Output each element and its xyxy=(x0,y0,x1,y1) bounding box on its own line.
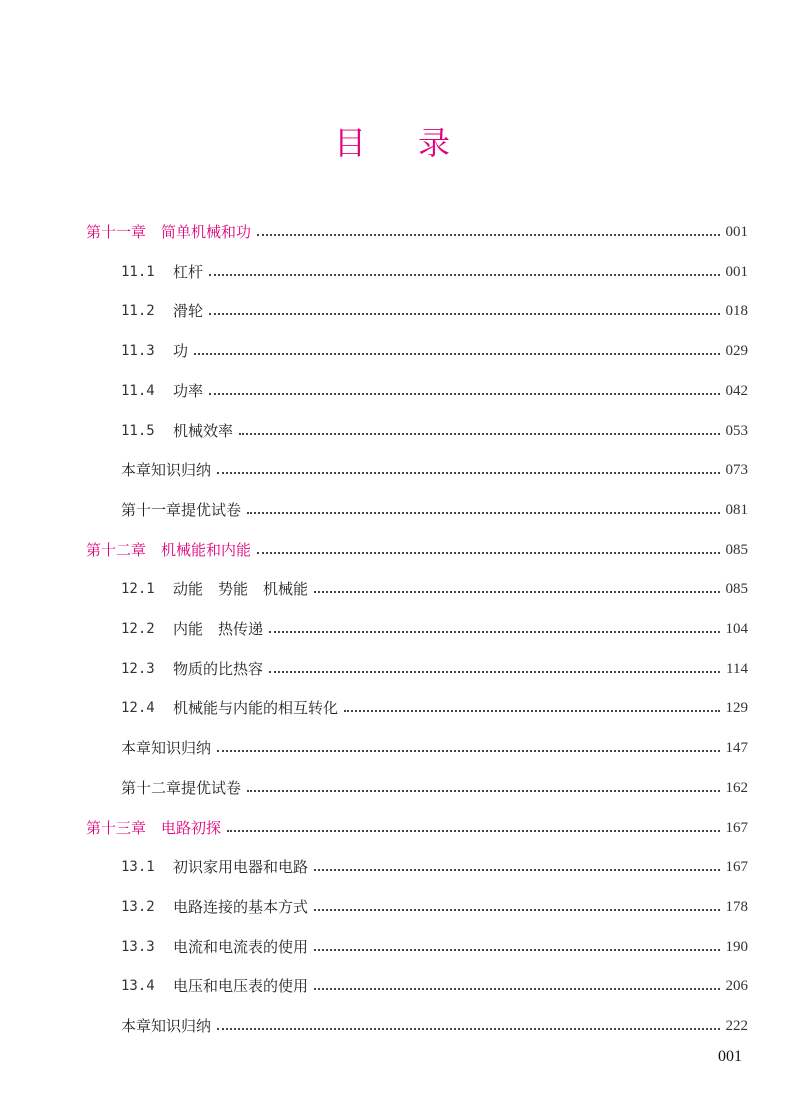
toc-entry-page: 190 xyxy=(725,939,748,955)
page-title: 目录 xyxy=(333,124,502,162)
toc-entry-page: 085 xyxy=(725,542,748,558)
toc-entry-title: 第十三章 电路初探 xyxy=(86,819,222,837)
toc-entry-title: 第十一章 简单机械和功 xyxy=(86,223,252,241)
toc-entry-number: 12.1 xyxy=(121,581,155,597)
toc-chapter-entry[interactable] xyxy=(86,816,748,840)
dot-leader xyxy=(257,233,719,236)
toc-entry-page: 085 xyxy=(725,581,748,597)
dot-leader xyxy=(314,908,719,911)
dot-leader xyxy=(314,987,719,990)
toc-entry-page: 104 xyxy=(725,621,748,637)
toc-entry-title: 机械能与内能的相互转化 xyxy=(173,699,339,717)
toc-entry-number: 11.5 xyxy=(121,423,155,439)
toc-entry-number: 13.3 xyxy=(121,939,155,955)
toc-entry-title: 第十一章提优试卷 xyxy=(121,501,242,519)
dot-leader xyxy=(217,749,719,752)
toc-section-entry[interactable] xyxy=(121,736,748,760)
toc-entry-number: 13.4 xyxy=(121,978,155,994)
toc-entry-title: 电流和电流表的使用 xyxy=(173,938,309,956)
dot-leader xyxy=(239,432,719,435)
toc-entry-title: 机械效率 xyxy=(173,422,234,440)
toc-entry-title: 本章知识归纳 xyxy=(121,1017,212,1035)
toc-entry-number: 13.1 xyxy=(121,859,155,875)
toc-entry-page: 053 xyxy=(725,423,748,439)
toc-section-entry[interactable] xyxy=(121,339,748,363)
toc-entry-title: 功 xyxy=(173,342,189,360)
toc-section-entry[interactable] xyxy=(121,696,748,720)
toc-section-entry[interactable] xyxy=(121,1014,748,1038)
toc-entry-title: 本章知识归纳 xyxy=(121,739,212,757)
dot-leader xyxy=(227,829,719,832)
dot-leader xyxy=(269,670,720,673)
toc-entry-page: 206 xyxy=(725,978,748,994)
toc-entry-page: 167 xyxy=(725,820,748,836)
dot-leader xyxy=(247,789,719,792)
toc-entry-number: 13.2 xyxy=(121,899,155,915)
toc-entry-number: 11.3 xyxy=(121,343,155,359)
dot-leader xyxy=(194,352,719,355)
toc-entry-title: 电压和电压表的使用 xyxy=(173,977,309,995)
toc-entry-title: 初识家用电器和电路 xyxy=(173,858,309,876)
toc-entry-page: 147 xyxy=(725,740,748,756)
toc-entry-title: 电路连接的基本方式 xyxy=(173,898,309,916)
dot-leader xyxy=(314,590,719,593)
dot-leader xyxy=(217,1027,719,1030)
toc-entry-title: 物质的比热容 xyxy=(173,660,264,678)
toc-section-entry[interactable] xyxy=(121,935,748,959)
toc-entry-title: 动能 势能 机械能 xyxy=(173,580,309,598)
toc-chapter-entry[interactable] xyxy=(86,220,748,244)
toc-entry-number: 11.1 xyxy=(121,264,155,280)
toc-entry-number: 11.4 xyxy=(121,383,155,399)
toc-section-entry[interactable] xyxy=(121,299,748,323)
toc-entry-page: 129 xyxy=(725,700,748,716)
toc-section-entry[interactable] xyxy=(121,577,748,601)
toc-entry-page: 029 xyxy=(725,343,748,359)
toc-section-entry[interactable] xyxy=(121,657,748,681)
dot-leader xyxy=(217,471,719,474)
toc-entry-page: 001 xyxy=(725,224,748,240)
toc-entry-page: 042 xyxy=(725,383,748,399)
toc-entry-page: 162 xyxy=(725,780,748,796)
dot-leader xyxy=(314,868,719,871)
dot-leader xyxy=(209,392,719,395)
toc-section-entry[interactable] xyxy=(121,776,748,800)
toc-entry-page: 222 xyxy=(725,1018,748,1034)
toc-section-entry[interactable] xyxy=(121,458,748,482)
toc-entry-page: 018 xyxy=(725,303,748,319)
dot-leader xyxy=(257,551,719,554)
toc-entry-title: 功率 xyxy=(173,382,204,400)
toc-entry-number: 12.3 xyxy=(121,661,155,677)
toc-entry-title: 本章知识归纳 xyxy=(121,461,212,479)
toc-section-entry[interactable] xyxy=(121,855,748,879)
dot-leader xyxy=(344,709,719,712)
toc-section-entry[interactable] xyxy=(121,260,748,284)
dot-leader xyxy=(247,511,719,514)
toc-entry-title: 杠杆 xyxy=(173,263,204,281)
toc-entry-page: 178 xyxy=(725,899,748,915)
toc-entry-page: 167 xyxy=(725,859,748,875)
dot-leader xyxy=(209,273,719,276)
toc-entry-number: 12.4 xyxy=(121,700,155,716)
toc-section-entry[interactable] xyxy=(121,974,748,998)
dot-leader xyxy=(269,630,719,633)
toc-entry-page: 073 xyxy=(725,462,748,478)
page-number: 001 xyxy=(718,1048,742,1065)
toc-section-entry[interactable] xyxy=(121,895,748,919)
toc-section-entry[interactable] xyxy=(121,498,748,522)
toc-entry-page: 001 xyxy=(725,264,748,280)
toc-section-entry[interactable] xyxy=(121,617,748,641)
toc-chapter-entry[interactable] xyxy=(86,538,748,562)
toc-entry-number: 12.2 xyxy=(121,621,155,637)
dot-leader xyxy=(314,948,719,951)
toc-entry-page: 081 xyxy=(725,502,748,518)
dot-leader xyxy=(209,312,719,315)
toc-entry-title: 内能 热传递 xyxy=(173,620,264,638)
toc-entry-title: 滑轮 xyxy=(173,302,204,320)
toc-section-entry[interactable] xyxy=(121,419,748,443)
toc-section-entry[interactable] xyxy=(121,379,748,403)
toc-entry-title: 第十二章 机械能和内能 xyxy=(86,541,252,559)
toc-entry-page: 114 xyxy=(726,661,748,677)
toc-entry-number: 11.2 xyxy=(121,303,155,319)
toc-entry-title: 第十二章提优试卷 xyxy=(121,779,242,797)
